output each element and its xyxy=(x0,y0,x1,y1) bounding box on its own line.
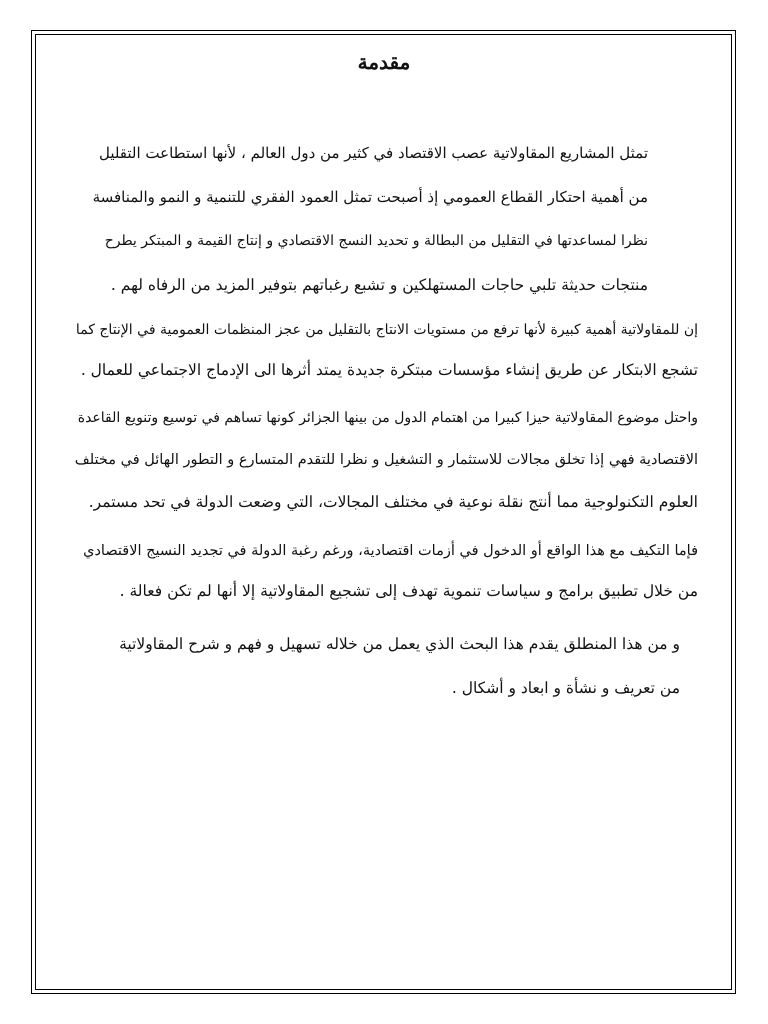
page-title: مقدمة xyxy=(357,50,411,74)
paragraph-line: من خلال تطبيق برامج و سياسات تنموية تهدف إلى تشجيع المقاولاتية إلا أنها لم تكن فعالة . xyxy=(119,582,698,600)
paragraph-3 xyxy=(68,408,698,534)
paragraph-line: الاقتصادية فهي إذا تخلق مجالات للاستثمار و التشغيل و نظرا للتقدم المتسارع و التطور الهائل في مختلف xyxy=(74,452,698,468)
paragraph-line: تشجع الابتكار عن طريق إنشاء مؤسسات مبتكرة جديدة يمتد أثرها الى الإدماج الاجتماعي للعمال . xyxy=(80,361,698,379)
paragraph-line: العلوم التكنولوجية مما أنتج نقلة نوعية في مختلف المجالات، التي وضعت الدولة في تحد مستمر. xyxy=(88,493,698,511)
paragraph-line: إن للمقاولاتية أهمية كبيرة لأنها ترفع من مستويات الانتاج بالتقليل من عجز المنظمات العمومية في الإنتاج كما xyxy=(75,322,698,338)
paragraph-line: و من هذا المنطلق يقدم هذا البحث الذي يعمل من خلاله تسهيل و فهم و شرح المقاولاتية xyxy=(119,635,680,653)
paragraph-line: منتجات حديثة تلبي حاجات المستهلكين و تشبع رغباتهم بتوفير المزيد من الرفاه لهم . xyxy=(110,276,648,294)
paragraph-line: واحتل موضوع المقاولاتية حيزا كبيرا من اهتمام الدول من بينها الجزائر كونها تساهم في توسيع وتنويع القاعدة xyxy=(77,410,698,426)
paragraph-4 xyxy=(68,541,698,621)
paragraph-line: من أهمية احتكار القطاع العمومي إذ أصبحت تمثل العمود الفقري للتنمية و النمو والمنافسة xyxy=(92,188,648,206)
paragraph-2 xyxy=(68,320,698,400)
paragraph-line: من تعريف و نشأة و ابعاد و أشكال . xyxy=(451,679,680,697)
paragraph-5 xyxy=(50,634,680,722)
paragraph-1 xyxy=(88,143,648,319)
paragraph-line: نظرا لمساعدتها في التقليل من البطالة و تحديد النسج الاقتصادي و إنتاج القيمة و المبتكر يطرح xyxy=(104,233,648,249)
paragraph-line: تمثل المشاريع المقاولاتية عصب الاقتصاد في كثير من دول العالم ، لأنها استطاعت التقليل xyxy=(98,144,648,162)
paragraph-line: فإما التكيف مع هذا الواقع أو الدخول في أزمات اقتصادية، ورغم رغبة الدولة في تجديد النسيج الاقتصادي xyxy=(83,543,698,559)
